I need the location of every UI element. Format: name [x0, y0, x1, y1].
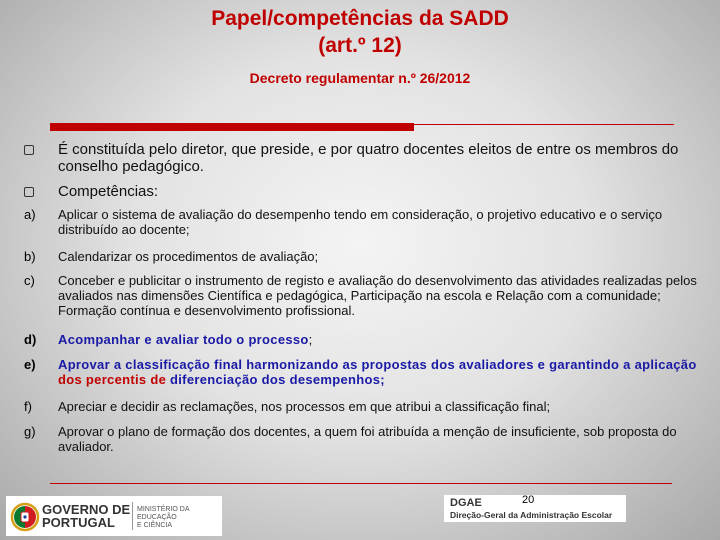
page-title-article: (art.º 12): [318, 34, 402, 57]
footer-rule: [50, 483, 672, 484]
item-label: b): [24, 249, 36, 264]
page-title: Papel/competências da SADD: [211, 7, 509, 30]
checkbox-bullet-icon: [24, 183, 54, 201]
gov-line2: PORTUGAL: [42, 515, 115, 530]
dgae-full-name: Direção-Geral da Administração Escolar: [450, 510, 613, 520]
dgae-logo: [444, 495, 626, 522]
ministry-line1: MINISTÉRIO DA EDUCAÇÃO: [137, 506, 190, 521]
logo-divider: [132, 502, 133, 530]
item-text: [58, 357, 718, 387]
item-highlight: dos percentis de: [58, 372, 171, 387]
government-wordmark: [42, 503, 130, 529]
government-logo: [6, 496, 222, 536]
item-label: a): [24, 207, 36, 222]
bullet-text: Competências:: [58, 183, 159, 200]
item-emphasis: Acompanhar e avaliar todo o processo: [58, 332, 309, 347]
item-text: Calendarizar os procedimentos de avaliação;: [58, 249, 319, 264]
item-text: Aplicar o sistema de avaliação do desempenho tendo em consideração, o projetivo educativo e o serviço distribuído ao docente;: [58, 207, 663, 237]
item-label: c): [24, 273, 35, 288]
item-emphasis-end: diferenciação dos desempenhos;: [170, 372, 385, 387]
gov-line1: GOVERNO DE: [42, 502, 131, 517]
item-suffix: ;: [308, 332, 313, 347]
ministry-line2: E CIÊNCIA: [137, 522, 173, 529]
page-subtitle: Decreto regulamentar n.º 26/2012: [249, 70, 471, 86]
portugal-emblem-icon: [10, 502, 40, 532]
item-text: Apreciar e decidir as reclamações, nos processos em que atribui a classificação final;: [58, 399, 551, 414]
bullet-text: É constituída pelo diretor, que preside, e por quatro docentes eleitos de entre os membros do conselho pedagógico.: [58, 141, 679, 175]
item-label: f): [24, 399, 32, 414]
page-number: 20: [522, 494, 535, 506]
ministry-label: [137, 506, 222, 530]
item-label: e): [24, 357, 36, 372]
item-label: d): [24, 332, 37, 347]
title-rule-thick: [50, 123, 414, 131]
dgae-acronym: DGAE: [450, 497, 482, 509]
item-text: [58, 332, 718, 347]
title-rule-thin: [414, 124, 674, 125]
item-emphasis: Aprovar a classificação final harmonizando as propostas dos avaliadores e garantindo a aplicação: [58, 357, 697, 372]
item-label: g): [24, 424, 36, 439]
item-text: Aprovar o plano de formação dos docentes, a quem foi atribuída a menção de insuficiente, sob proposta do avaliador.: [58, 424, 677, 454]
checkbox-bullet-icon: [24, 141, 54, 159]
item-text: Conceber e publicitar o instrumento de registo e avaliação do desenvolvimento das atividades realizadas pelos avaliados nas dimensões Científica e pedagógica, Participação na escola e Relação com a comunidade; Formação contínua e desenvolvimento profissional.: [58, 273, 697, 318]
